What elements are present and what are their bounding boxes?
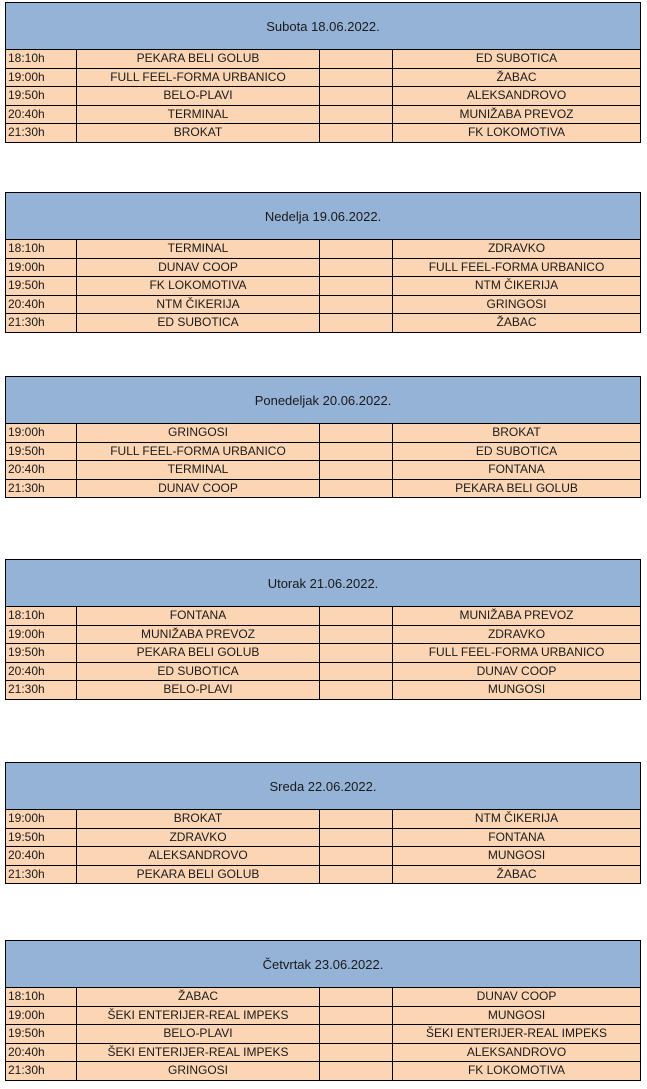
match-time: 18:10h [6,607,77,625]
match-row [5,810,641,829]
match-row [5,240,641,259]
home-team: BROKAT [77,124,320,142]
home-team: ŠEKI ENTERIJER-REAL IMPEKS [77,1007,320,1025]
away-team: ED SUBOTICA [475,51,558,65]
match-time: 20:40h [6,663,77,681]
match-row [5,443,641,462]
result-cell [320,1062,393,1080]
match-time: 19:00h [6,626,77,644]
day-block-sunday [5,192,641,333]
home-team: ŽABAC [77,988,320,1006]
result-cell [320,681,393,699]
match-time: 19:00h [6,69,77,87]
away-team: MUNGOSI [487,848,546,862]
match-row [5,480,641,499]
home-team: TERMINAL [77,461,320,479]
match-row [5,277,641,296]
home-team: GRINGOSI [77,1062,320,1080]
result-cell [320,1007,393,1025]
match-time: 21:30h [6,314,77,332]
result-cell [320,866,393,884]
home-team: BELO-PLAVI [77,1025,320,1043]
result-cell [320,461,393,479]
result-cell [320,296,393,314]
match-row [5,644,641,663]
day-title: Četvrtak 23.06.2022. [5,940,641,988]
home-team: FK LOKOMOTIVA [77,277,320,295]
away-team: ALEKSANDROVO [466,1044,567,1059]
match-row [5,259,641,278]
match-row [5,607,641,626]
match-row [5,50,641,69]
home-team: TERMINAL [77,106,320,124]
result-cell [320,810,393,828]
away-team: GRINGOSI [486,296,547,311]
match-time: 19:00h [6,259,77,277]
result-cell [320,424,393,442]
home-team: PEKARA BELI GOLUB [77,644,320,662]
home-team: ALEKSANDROVO [77,847,320,865]
match-time: 18:10h [6,988,77,1006]
away-team: ZDRAVKO [487,241,546,255]
away-team: DUNAV COOP [476,989,557,1003]
result-cell [320,847,393,865]
match-row [5,1062,641,1081]
result-cell [320,480,393,498]
away-team: ALEKSANDROVO [466,88,567,102]
away-team: PEKARA BELI GOLUB [455,480,578,495]
away-team: ED SUBOTICA [475,443,558,458]
match-time: 21:30h [6,866,77,884]
match-row [5,124,641,143]
away-team: FK LOKOMOTIVA [467,1063,566,1077]
result-cell [320,829,393,847]
result-cell [320,240,393,258]
away-team: FONTANA [488,829,545,844]
match-row [5,847,641,866]
match-row [5,663,641,682]
home-team: PEKARA BELI GOLUB [77,866,320,884]
away-team: DUNAV COOP [476,663,557,678]
match-row [5,681,641,700]
match-row [5,424,641,443]
day-title: Ponedeljak 20.06.2022. [5,376,641,424]
away-team: MUNIŽABA PREVOZ [459,608,574,622]
day-title: Subota 18.06.2022. [5,2,641,50]
day-block-thursday [5,940,641,1081]
match-time: 21:30h [6,124,77,142]
match-row [5,1044,641,1063]
match-time: 20:40h [6,847,77,865]
match-time: 19:50h [6,443,77,461]
result-cell [320,663,393,681]
match-row [5,87,641,106]
match-row [5,296,641,315]
result-cell [320,314,393,332]
away-team: MUNGOSI [487,682,546,696]
match-time: 21:30h [6,681,77,699]
away-team: ŠEKI ENTERIJER-REAL IMPEKS [426,1026,607,1040]
match-time: 20:40h [6,106,77,124]
match-time: 19:50h [6,87,77,105]
match-time: 20:40h [6,296,77,314]
away-team: MUNGOSI [487,1007,546,1022]
result-cell [320,50,393,68]
home-team: ED SUBOTICA [77,663,320,681]
match-time: 18:10h [6,240,77,258]
home-team: ZDRAVKO [77,829,320,847]
match-row [5,1025,641,1044]
match-time: 19:50h [6,277,77,295]
home-team: BROKAT [77,810,320,828]
match-time: 19:00h [6,810,77,828]
match-time: 20:40h [6,461,77,479]
home-team: DUNAV COOP [77,480,320,498]
match-time: 18:10h [6,50,77,68]
home-team: FULL FEEL-FORMA URBANICO [77,443,320,461]
away-team: NTM ČIKERIJA [474,278,559,292]
away-team: FONTANA [488,462,545,476]
away-team: ZDRAVKO [487,626,546,641]
away-team: ŽABAC [496,315,537,329]
match-time: 19:00h [6,1007,77,1025]
home-team: BELO-PLAVI [77,681,320,699]
match-row [5,1007,641,1026]
result-cell [320,69,393,87]
match-time: 19:50h [6,829,77,847]
home-team: PEKARA BELI GOLUB [77,50,320,68]
home-team: GRINGOSI [77,424,320,442]
home-team: BELO-PLAVI [77,87,320,105]
match-row [5,988,641,1007]
away-team: NTM ČIKERIJA [474,811,559,825]
away-team: BROKAT [492,425,541,439]
day-title: Sreda 22.06.2022. [5,762,641,810]
home-team: NTM ČIKERIJA [77,296,320,314]
away-team: FULL FEEL-FORMA URBANICO [428,645,605,659]
result-cell [320,988,393,1006]
result-cell [320,607,393,625]
day-block-monday [5,376,641,498]
match-row [5,626,641,645]
result-cell [320,124,393,142]
away-team: MUNIŽABA PREVOZ [459,106,574,121]
result-cell [320,644,393,662]
away-team: ŽABAC [496,866,537,881]
home-team: TERMINAL [77,240,320,258]
away-team: FULL FEEL-FORMA URBANICO [428,259,605,274]
home-team: ŠEKI ENTERIJER-REAL IMPEKS [77,1044,320,1062]
home-team: ED SUBOTICA [77,314,320,332]
home-team: MUNIŽABA PREVOZ [77,626,320,644]
match-row [5,461,641,480]
result-cell [320,277,393,295]
match-time: 21:30h [6,480,77,498]
result-cell [320,1044,393,1062]
result-cell [320,1025,393,1043]
match-row [5,829,641,848]
home-team: DUNAV COOP [77,259,320,277]
day-title: Nedelja 19.06.2022. [5,192,641,240]
result-cell [320,259,393,277]
away-team: ŽABAC [496,69,537,84]
result-cell [320,106,393,124]
match-row [5,106,641,125]
match-time: 21:30h [6,1062,77,1080]
match-time: 20:40h [6,1044,77,1062]
home-team: FONTANA [77,607,320,625]
match-row [5,314,641,333]
home-team: FULL FEEL-FORMA URBANICO [77,69,320,87]
day-block-tuesday [5,559,641,700]
match-row [5,69,641,88]
match-time: 19:50h [6,644,77,662]
result-cell [320,87,393,105]
match-time: 19:50h [6,1025,77,1043]
away-team: FK LOKOMOTIVA [467,125,566,139]
result-cell [320,443,393,461]
day-block-saturday [5,2,641,143]
match-time: 19:00h [6,424,77,442]
result-cell [320,626,393,644]
day-block-wednesday [5,762,641,884]
day-title: Utorak 21.06.2022. [5,559,641,607]
match-row [5,866,641,885]
